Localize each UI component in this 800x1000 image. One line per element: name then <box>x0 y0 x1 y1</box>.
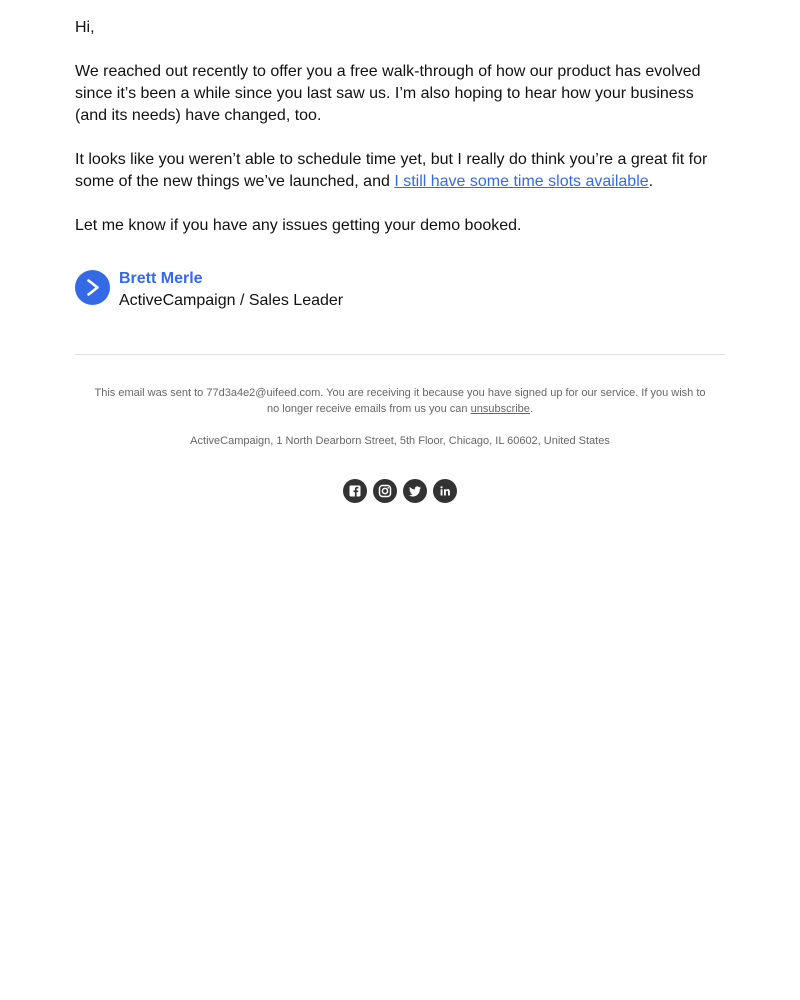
twitter-icon[interactable] <box>403 479 427 503</box>
greeting: Hi, <box>75 19 95 36</box>
time-slots-link[interactable]: I still have some time slots available <box>394 173 649 190</box>
footer-notice <box>90 385 710 417</box>
footer-address: ActiveCampaign, 1 North Dearborn Street, 5th Floor, Chicago, IL 60602, United States <box>190 435 610 447</box>
footer-notice-end: . <box>529 403 533 415</box>
paragraph-closing: Let me know if you have any issues getting your demo booked. <box>75 217 522 234</box>
signature-title: ActiveCampaign / Sales Leader <box>119 292 344 309</box>
paragraph-schedule-text: It looks like you weren’t able to schedule time yet, but I really do think you’re a great fit for some of the new things we’ve launched, and <box>75 151 708 190</box>
signature <box>75 268 475 312</box>
linkedin-icon[interactable] <box>433 479 457 503</box>
paragraph-intro: We reached out recently to offer you a free walk-through of how our product has evolved since it’s been a while since you last saw us. I’m also hoping to hear how your business (and its needs) have changed, too. <box>75 63 701 124</box>
facebook-icon[interactable] <box>343 479 367 503</box>
paragraph-schedule <box>75 149 715 193</box>
activecampaign-chevron-icon <box>75 270 110 305</box>
social-links <box>343 479 463 503</box>
paragraph-schedule-end: . <box>648 173 654 190</box>
signature-name: Brett Merle <box>119 270 203 287</box>
footer-divider <box>75 354 725 355</box>
footer-notice-text: This email was sent to 77d3a4e2@uifeed.com. You are receiving it because you have signed up for our service. If you wish to no longer receive emails from us you can <box>94 387 706 415</box>
unsubscribe-link[interactable]: unsubscribe <box>470 403 530 415</box>
instagram-icon[interactable] <box>373 479 397 503</box>
